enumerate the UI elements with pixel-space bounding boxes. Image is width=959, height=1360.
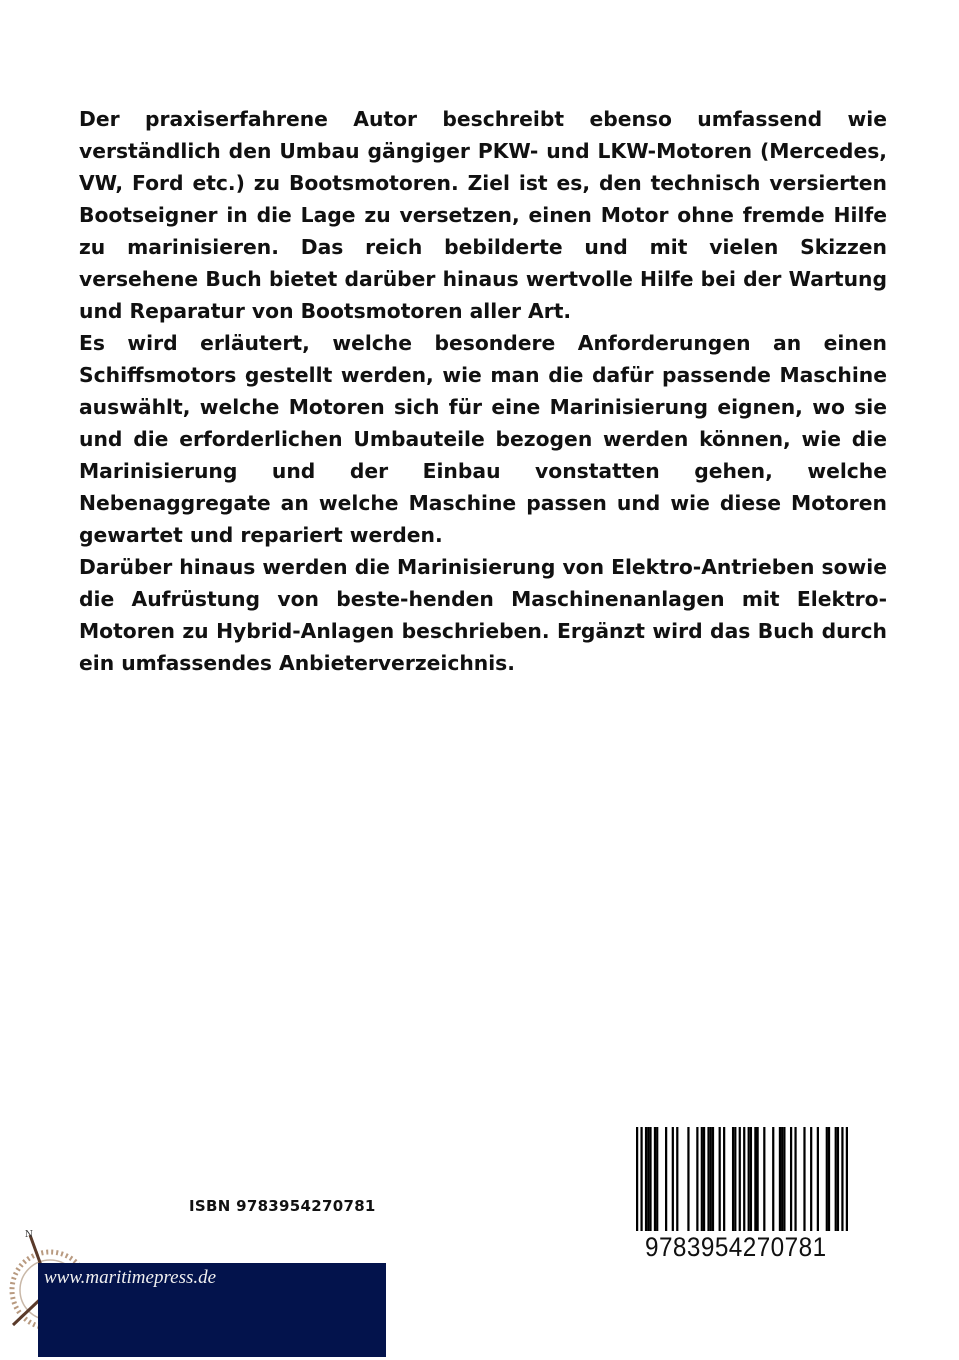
barcode-bar xyxy=(640,1127,642,1231)
publisher-url[interactable]: www.maritimepress.de xyxy=(44,1267,217,1288)
barcode-bar xyxy=(665,1127,667,1231)
barcode-bar xyxy=(837,1127,839,1231)
barcode-bar xyxy=(654,1127,656,1231)
barcode-bar xyxy=(772,1127,774,1231)
barcode-bar xyxy=(781,1127,783,1231)
barcode-bar xyxy=(707,1127,709,1231)
barcode-bar xyxy=(750,1127,752,1231)
barcode-bar xyxy=(841,1127,843,1231)
description-paragraph-2: Es wird erläutert, welche besondere Anforderungen an einen Schiffsmotors gestellt werden, wie man die dafür passende Maschine auswählt, welche Motoren sich für eine Marinisierung eignen, wo sie und die erforderlichen Umbauteile bezogen werden können, wie die Marinisierung und der Einbau vonstatten gehen, welche Nebenaggregate an welche Maschine passen und wie diese Motoren gewartet und repariert werden. xyxy=(79,331,887,547)
barcode-bar xyxy=(779,1127,781,1231)
barcode-bar xyxy=(645,1127,647,1231)
barcode-bar xyxy=(846,1127,848,1231)
barcode-bar xyxy=(748,1127,750,1231)
barcode-bar xyxy=(656,1127,658,1231)
barcode-bar xyxy=(672,1127,674,1231)
barcode-bar xyxy=(703,1127,705,1231)
barcode-bar xyxy=(743,1127,745,1231)
barcode-bar xyxy=(710,1127,712,1231)
barcode-bar xyxy=(757,1127,759,1231)
barcode-bar xyxy=(803,1127,805,1231)
barcode-bar xyxy=(734,1127,736,1231)
barcode-bar xyxy=(763,1127,765,1231)
barcode-bar xyxy=(754,1127,756,1231)
barcode xyxy=(636,1127,848,1231)
svg-text:N: N xyxy=(25,1230,33,1240)
barcode-bar xyxy=(676,1127,678,1231)
isbn-label: ISBN 9783954270781 xyxy=(189,1197,376,1215)
barcode-bar xyxy=(739,1127,741,1231)
barcode-bar xyxy=(817,1127,819,1231)
barcode-bar xyxy=(649,1127,651,1231)
barcode-bar xyxy=(647,1127,649,1231)
barcode-number: 9783954270781 xyxy=(645,1232,827,1262)
description-paragraph-1: Der praxiserfahrene Autor beschreibt ebenso umfassend wie verständlich den Umbau gängiger PKW- und LKW-Motoren (Mercedes, VW, Ford etc.) zu Bootsmotoren. Ziel ist es, den technisch versierten Bootseigner in die Lage zu versetzen, einen Motor ohne fremde Hilfe zu marinisieren. Das reich bebilderte und mit vielen Skizzen versehene Buch bietet darüber hinaus wertvolle Hilfe bei der Wartung und Reparatur von Bootsmotoren aller Art. xyxy=(79,107,887,323)
barcode-bar xyxy=(794,1127,796,1231)
barcode-bar xyxy=(790,1127,792,1231)
barcode-bar xyxy=(723,1127,725,1231)
barcode-bar xyxy=(719,1127,721,1231)
barcode-bar xyxy=(826,1127,828,1231)
barcode-bar xyxy=(732,1127,734,1231)
barcode-bar xyxy=(810,1127,812,1231)
barcode-bar xyxy=(783,1127,785,1231)
barcode-bar xyxy=(701,1127,703,1231)
barcode-bar xyxy=(835,1127,837,1231)
barcode-bar xyxy=(696,1127,698,1231)
description-paragraph-3: Darüber hinaus werden die Marinisierung von Elektro-Antrieben sowie die Aufrüstung von beste-henden Maschinenanlagen mit Elektro-Motoren zu Hybrid-Anlagen beschrieben. Ergänzt wird das Buch durch ein umfassendes Anbieterverzeichnis. xyxy=(79,555,887,675)
barcode-bar xyxy=(712,1127,714,1231)
barcode-bar xyxy=(636,1127,638,1231)
barcode-bar xyxy=(687,1127,689,1231)
back-cover-description xyxy=(79,103,887,679)
barcode-bar xyxy=(828,1127,830,1231)
